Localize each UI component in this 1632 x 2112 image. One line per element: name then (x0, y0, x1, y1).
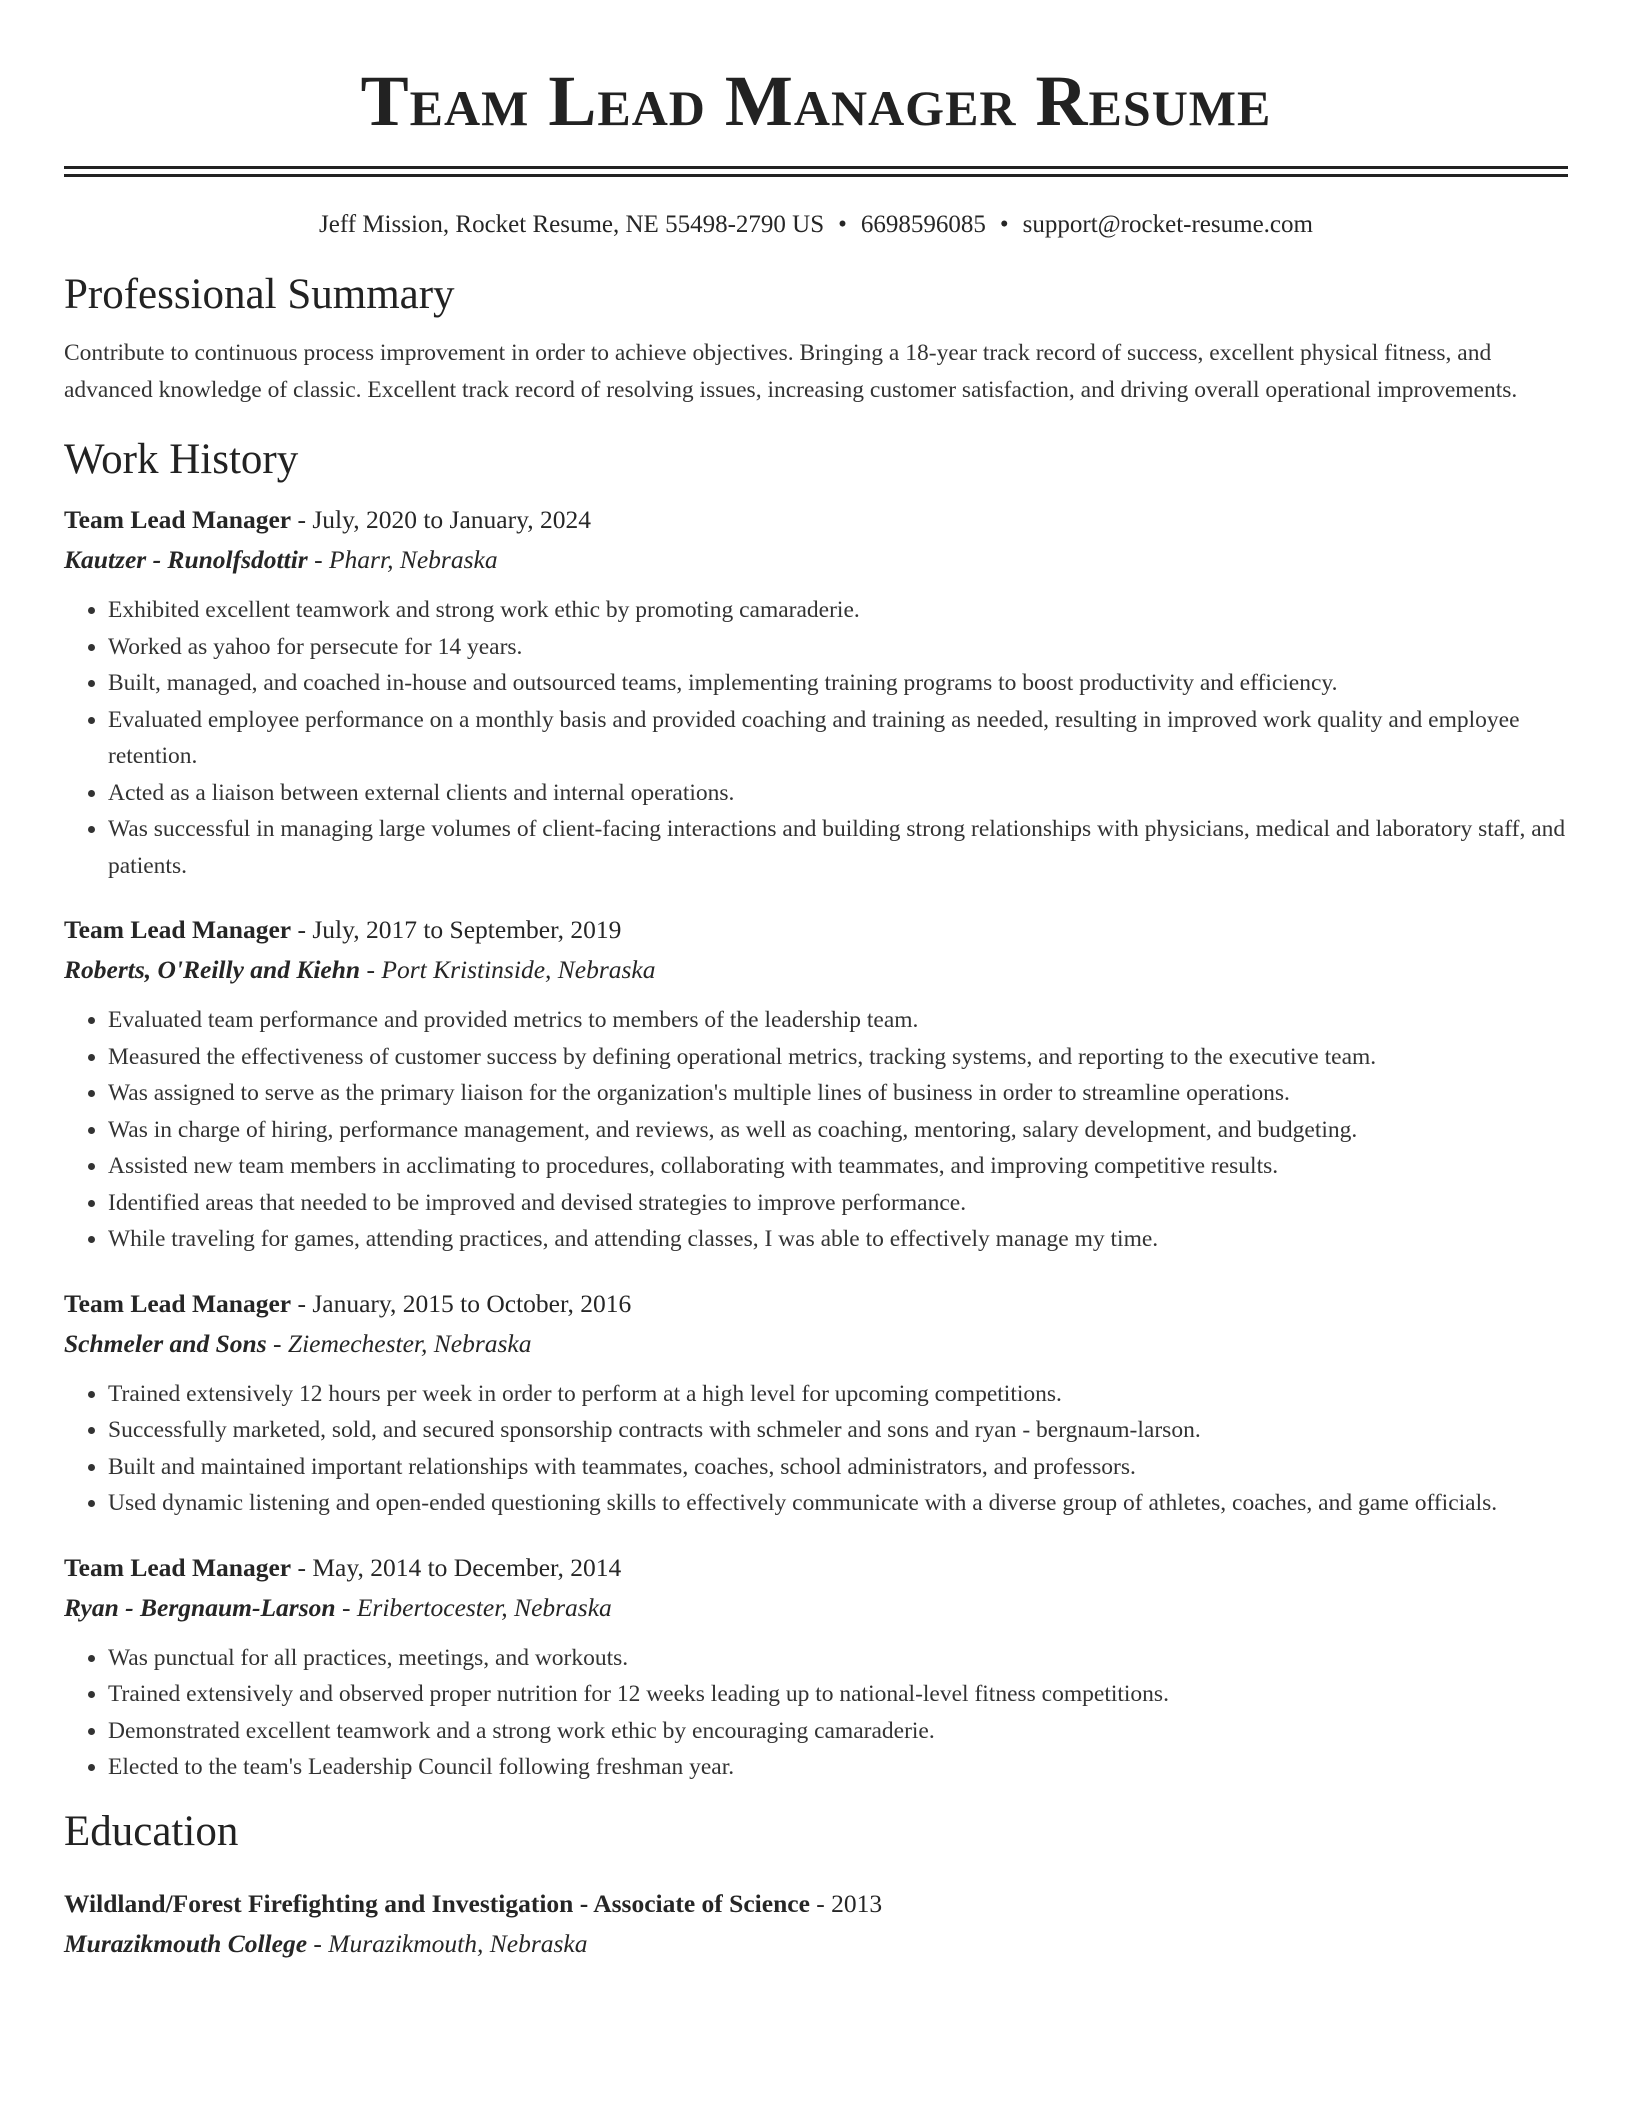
job-entry (64, 1548, 1568, 1786)
contact-line (64, 209, 1568, 241)
job-company-line (64, 1324, 1568, 1364)
job-bullet-list (64, 592, 1568, 884)
job-role: Team Lead Manager (64, 1552, 292, 1582)
job-title-line (64, 1284, 1568, 1324)
job-role: Team Lead Manager (64, 1288, 292, 1318)
job-bullet: • Trained extensively and observed proper nutrition for 12 weeks leading up to national-level fitness competitions. (108, 1676, 1568, 1713)
job-bullet: • Was successful in managing large volumes of client-facing interactions and building strong relationships with physicians, medical and laboratory staff, and patients. (108, 811, 1568, 884)
job-location: - Ziemechester, Nebraska (266, 1328, 532, 1358)
job-bullet: • Demonstrated excellent teamwork and a strong work ethic by encouraging camaraderie. (108, 1713, 1568, 1750)
job-bullet-list (64, 1002, 1568, 1258)
contact-separator: • (999, 211, 1009, 238)
contact-phone: 6698596085 (860, 211, 986, 238)
job-bullet: • Measured the effectiveness of customer success by defining operational metrics, tracking systems, and reporting to the executive team. (108, 1039, 1568, 1076)
job-entry (64, 500, 1568, 884)
contact-separator: • (838, 211, 847, 238)
job-dates: - July, 2020 to January, 2024 (291, 505, 591, 534)
job-company: Kautzer - Runolfsdottir (64, 545, 308, 574)
contact-email: support@rocket-resume.com (1022, 211, 1313, 238)
education-degree-line (64, 1884, 1568, 1924)
job-bullet: • Acted as a liaison between external clients and internal operations. (108, 775, 1568, 812)
resume-title: Team Lead Manager Resume (360, 61, 1272, 141)
job-role: Team Lead Manager (64, 915, 292, 944)
job-location: - Eribertocester, Nebraska (335, 1592, 612, 1622)
job-bullet-list (64, 1640, 1568, 1786)
job-bullet: • Assisted new team members in acclimating to procedures, collaborating with teammates, and improving competitive results. (108, 1148, 1568, 1185)
job-location: - Pharr, Nebraska (307, 545, 498, 574)
job-location: - Port Kristinside, Nebraska (360, 955, 656, 984)
job-bullet: • Built and maintained important relationships with teammates, coaches, school administrators, and professors. (108, 1449, 1568, 1486)
job-company: Schmeler and Sons (64, 1328, 267, 1358)
job-bullet: • Evaluated team performance and provided metrics to members of the leadership team. (108, 1002, 1568, 1039)
job-company-line (64, 950, 1568, 990)
job-entry (64, 1284, 1568, 1522)
education-degree: Wildland/Forest Firefighting and Investigation - Associate of Science (64, 1888, 810, 1918)
job-bullet: • Exhibited excellent teamwork and strong work ethic by promoting camaraderie. (108, 592, 1568, 629)
job-bullet: • While traveling for games, attending practices, and attending classes, I was able to effectively manage my time. (108, 1221, 1568, 1258)
summary-heading: Professional Summary (64, 271, 455, 318)
job-role: Team Lead Manager (64, 505, 292, 534)
education-location: - Murazikmouth, Nebraska (307, 1928, 588, 1958)
education-school-line (64, 1924, 1568, 1964)
job-bullet: • Successfully marketed, sold, and secured sponsorship contracts with schmeler and sons and ryan - bergnaum-larson. (108, 1412, 1568, 1449)
title-divider (64, 166, 1568, 177)
job-bullet: • Was punctual for all practices, meetings, and workouts. (108, 1640, 1568, 1677)
job-bullet: • Evaluated employee performance on a monthly basis and provided coaching and training as needed, resulting in improved work quality and employee retention. (108, 702, 1568, 775)
job-dates: - July, 2017 to September, 2019 (291, 915, 622, 944)
job-title-line (64, 910, 1568, 950)
job-bullet: • Built, managed, and coached in-house and outsourced teams, implementing training programs to boost productivity and efficiency. (108, 665, 1568, 702)
job-bullet: • Trained extensively 12 hours per week in order to perform at a high level for upcoming competitions. (108, 1376, 1568, 1413)
job-bullet: • Was in charge of hiring, performance management, and reviews, as well as coaching, mentoring, salary development, and budgeting. (108, 1112, 1568, 1149)
job-bullet: • Used dynamic listening and open-ended questioning skills to effectively communicate with a diverse group of athletes, coaches, and game officials. (108, 1485, 1568, 1522)
contact-address: Jeff Mission, Rocket Resume, NE 55498-2790 US (319, 211, 825, 238)
education-heading: Education (64, 1807, 239, 1855)
job-bullet: • Identified areas that needed to be improved and devised strategies to improve performance. (108, 1185, 1568, 1222)
job-company: Ryan - Bergnaum-Larson (64, 1592, 336, 1622)
education-year: - 2013 (809, 1888, 883, 1918)
job-company-line (64, 1588, 1568, 1628)
job-company-line (64, 540, 1568, 580)
job-title-line (64, 1548, 1568, 1588)
job-bullet: • Elected to the team's Leadership Council following freshman year. (108, 1749, 1568, 1786)
work-history-heading: Work History (64, 436, 299, 483)
job-bullet-list (64, 1376, 1568, 1522)
job-bullet: • Worked as yahoo for persecute for 14 years. (108, 629, 1568, 666)
education-school: Murazikmouth College (64, 1928, 308, 1958)
job-bullet: • Was assigned to serve as the primary liaison for the organization's multiple lines of business in order to streamline operations. (108, 1075, 1568, 1112)
job-entry (64, 910, 1568, 1258)
job-dates: - May, 2014 to December, 2014 (291, 1552, 622, 1582)
summary-text: Contribute to continuous process improvement in order to achieve objectives. Bringing a 18-year track record of success, excellent physical fitness, and advanced knowledge of classic. Excellent track record of resolving issues, increasing customer satisfaction, and driving overall operational improvements. (64, 340, 1518, 403)
job-company: Roberts, O'Reilly and Kiehn (64, 955, 361, 984)
job-title-line (64, 500, 1568, 540)
job-dates: - January, 2015 to October, 2016 (291, 1288, 632, 1318)
